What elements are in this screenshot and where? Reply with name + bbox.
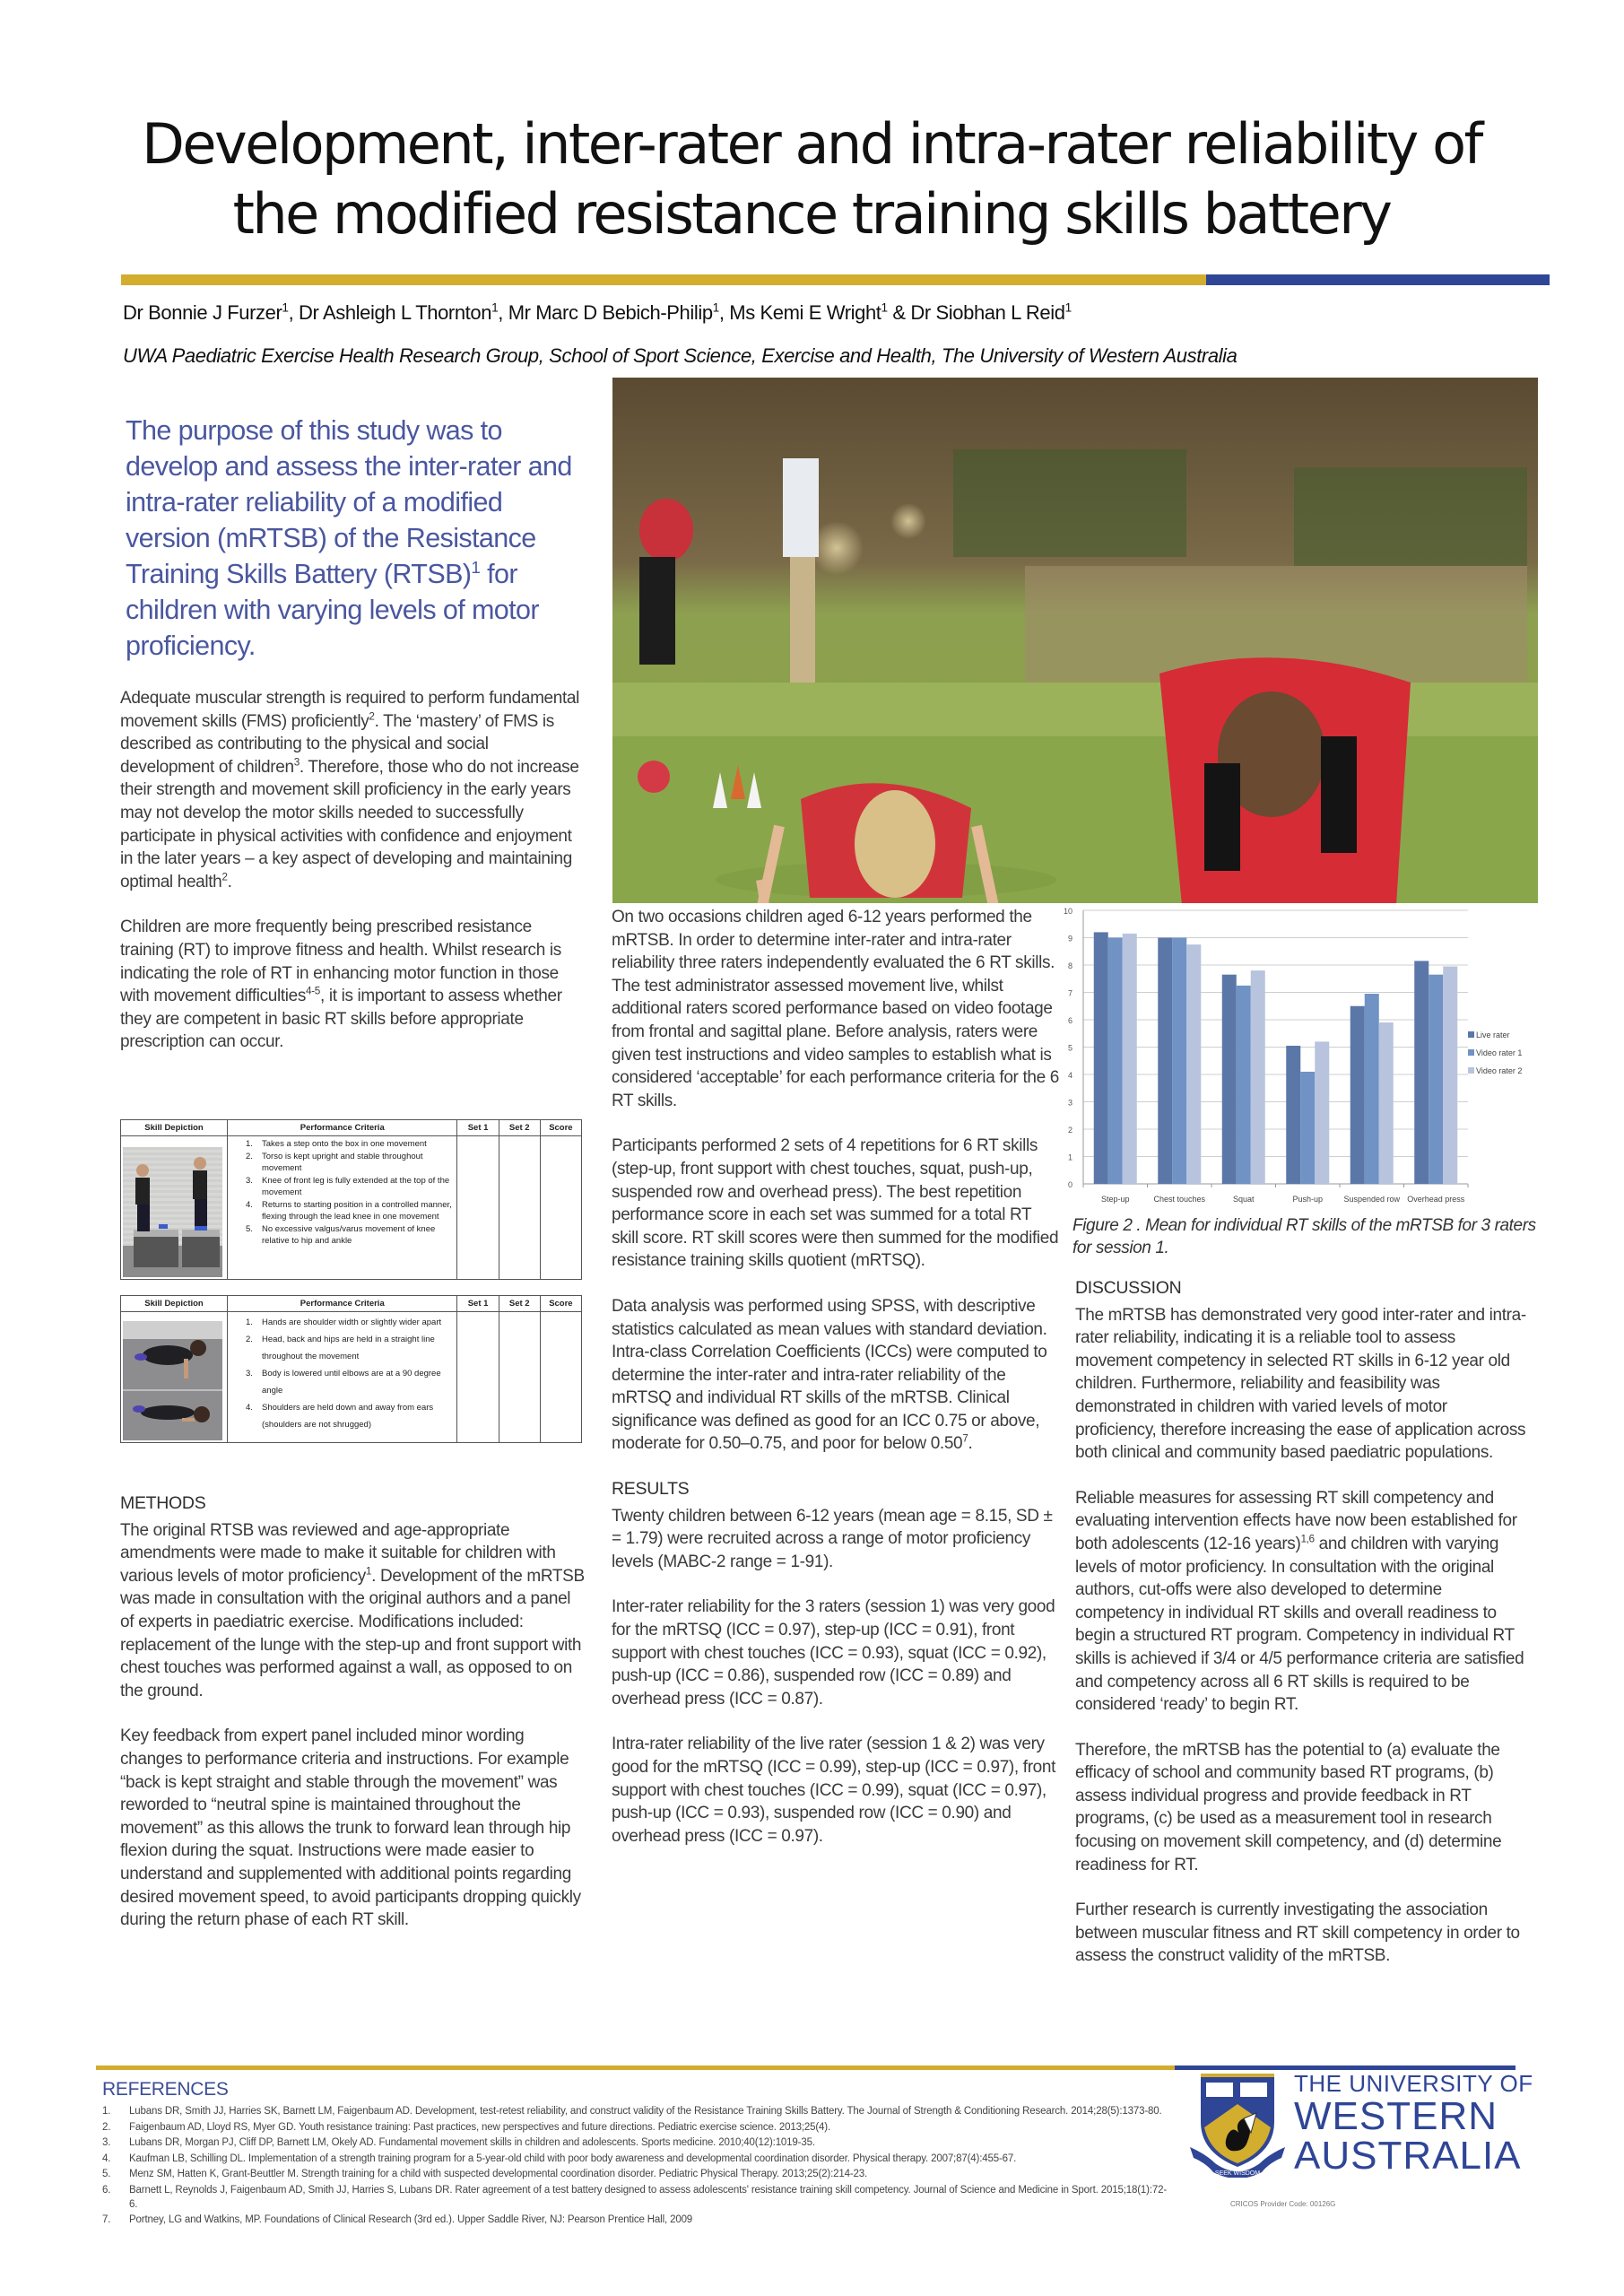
text: Children are more frequently being prescribed resistance training (RT) to improve fitness and health. Whilst research is indicating the role of RT in enhancing motor function in those with movement difficulties (120, 918, 561, 1006)
x-tick-label: Overhead press (1407, 1195, 1465, 1204)
citation-sup: 1 (471, 558, 481, 578)
y-tick-label: 1 (1067, 1152, 1073, 1162)
text: Data analysis was performed using SPSS, with descriptive statistics calculated as mean values with standard deviation. Intra-class Correlation Coefficients (ICCs) were computed to determine the inter-rater and intra-rater reliability of the mRTSQ and individual RT skills of the mRTSB. Clinical significance was defined as good for an ICC 0.75 or above, moderate for 0.50–0.75, and poor for below 0.50 (612, 1296, 1047, 1454)
criterion-number: 5. (246, 1223, 253, 1234)
bar-chart-figure-2 (1058, 897, 1560, 1213)
criterion-text: Knee of front leg is fully extended at the top of the movement (262, 1175, 450, 1197)
criterion (246, 1138, 455, 1151)
affiliation-sup: 1 (1064, 300, 1072, 315)
criterion-text: Head, back and hips are held in a straight line throughout the movement (262, 1335, 435, 1361)
y-tick-label: 5 (1067, 1043, 1073, 1053)
criterion-number: 4. (246, 1199, 253, 1210)
references-heading: REFERENCES (102, 2079, 229, 2100)
figure-caption (1073, 1214, 1557, 1259)
reference-text: Barnett L, Reynolds J, Faigenbaum AD, Smith JJ, Harries S, Lubans DR. Rater agreement of a test battery designed to assess adolescents' resistance training skill competency. Journal of Science and Medicine in Sport. 2015;18(1):72-6. (129, 2184, 1168, 2210)
y-tick-label: 7 (1067, 988, 1073, 998)
set2-cell (499, 1136, 540, 1280)
methods-paragraph-2: Key feedback from expert panel included minor wording changes to performance criteria and instructions. For example “back is kept straight and stable through the movement” was reworded to “neutral spine is maintained throughout the movement” as this allows the trunk to forward lean through hip flexion during the squat. Instructions were made easier to understand and supplemented with additional points regarding desired movement speed, to avoid participants dropping quickly during the return phase of each RT skill. (120, 1726, 581, 1930)
criterion-number: 4. (246, 1403, 253, 1413)
author-name: Ms Kemi E Wright (729, 301, 881, 324)
text: and children with varying levels of motor proficiency. In consultation with the original authors, cut-offs were also developed to determine competency in individual RT skills and overall readiness to begin a structured RT program. Competency in individual RT skills is achieved if 3/4 or 4/5 performance criteria are satisfied and competency across all 6 RT skills is required to be considered ‘ready’ to begin RT. (1075, 1534, 1524, 1715)
results-paragraph-3: Intra-rater reliability of the live rater (session 1 & 2) was very good for the mRTSQ (ICC = 0.99), step-up (ICC = 0.97), front support with chest touches (ICC = 0.99), squat (ICC = 0.97), push-up (ICC = 0.93), suspended row (ICC = 0.90) and overhead press (ICC = 0.97). (612, 1735, 1056, 1846)
criterion-number: 2. (246, 1335, 253, 1344)
criterion (246, 1151, 455, 1175)
bar-live-rater (1414, 961, 1429, 1184)
y-tick-label: 0 (1067, 1180, 1073, 1189)
affiliation-sup: 1 (491, 300, 499, 315)
citation-sup: 1,6 (1300, 1533, 1315, 1545)
criteria-cell (228, 1312, 457, 1443)
col-header: Set 1 (457, 1296, 499, 1312)
legend-label: Live rater (1476, 1031, 1510, 1039)
chart-svg (1058, 897, 1560, 1213)
title-line-2: the modified resistance training skills battery (232, 181, 1391, 247)
citation-sup: 3 (293, 756, 300, 769)
reference-text: Lubans DR, Smith JJ, Harries SK, Barnett LM, Faigenbaum AD. Development, test-retest reliability, and construct validity of the Resistance Training Skills Battery. The Journal of Strength & Conditioning Research. 2014;28(5):1373-80. (129, 2106, 1162, 2117)
legend-label: Video rater 2 (1476, 1066, 1523, 1075)
citation-sup: 4-5 (306, 985, 320, 997)
results-paragraph-2: Inter-rater reliability for the 3 raters (session 1) was very good for the mRTSQ (ICC = 0.97), step-up (ICC = 0.91), front support with chest touches (ICC = 0.93), squat (ICC = 0.92), push-up (ICC = 0.86), suspended row (ICC = 0.89) and overhead press (ICC = 0.87). (612, 1597, 1055, 1709)
reference-item (102, 2104, 1169, 2118)
uwa-crest-icon (1188, 2070, 1287, 2178)
reference-number: 5. (102, 2169, 111, 2179)
text: Adequate muscular strength is required to perform fundamental movement skills (FMS) proficiently (120, 689, 579, 731)
col-header: Score (540, 1296, 581, 1312)
header-divider-blue (1206, 274, 1550, 285)
author-name: Mr Marc D Bebich-Philip (508, 301, 713, 324)
bar-video-rater-1 (1237, 986, 1251, 1184)
purpose-text-end: for children with varying levels of motor proficiency. (126, 559, 539, 661)
reference-item (102, 2120, 1169, 2135)
text: Reliable measures for assessing RT skill competency and evaluating intervention effects have now been established for both adolescents (12-16 years) (1075, 1488, 1517, 1553)
push-up-photo (123, 1321, 222, 1440)
procedure-paragraph-2: Participants performed 2 sets of 4 repetitions for 6 RT skills (step-up, front support with chest touches, squat, push-up, suspended row and overhead press). The best repetition performance score in each set was summed for a total RT skill score. RT skill scores were then summed for the modified resistance training skills quotient (mRTSQ). (612, 1136, 1059, 1271)
criterion-text: Torso is kept upright and stable throughout movement (262, 1151, 423, 1173)
results-paragraph-1: Twenty children between 6-12 years (mean age = 8.15, SD ± = 1.79) were recruited across a range of motor proficiency levels (MABC-2 range = 1-91). (612, 1506, 1053, 1571)
bar-video-rater-1 (1300, 1072, 1315, 1184)
criteria-list (230, 1138, 455, 1248)
references-list (102, 2104, 1169, 2229)
text: , it is important to assess whether they are competent in basic RT skills before appropriate prescription can occur. (120, 987, 562, 1052)
uwa-wordmark (1294, 2070, 1533, 2176)
text: . The ‘mastery’ of FMS is described as contributing to the physical and social development of children (120, 711, 554, 777)
y-tick-label: 9 (1067, 934, 1073, 944)
col-header: Performance Criteria (228, 1120, 457, 1136)
col-header: Performance Criteria (228, 1296, 457, 1312)
reference-item (102, 2152, 1169, 2166)
score-cell (540, 1312, 581, 1443)
bar-live-rater (1094, 932, 1108, 1184)
header-divider-gold (121, 274, 1206, 285)
uwa-logo (1188, 2070, 1538, 2178)
text: . (227, 872, 232, 891)
criterion-number: 3. (246, 1175, 253, 1186)
citation-sup: 2 (221, 871, 228, 883)
author-separator: , (288, 301, 300, 324)
criteria-list (230, 1314, 455, 1433)
criterion-number: 2. (246, 1151, 253, 1161)
bar-video-rater-2 (1315, 1041, 1329, 1184)
affiliation-sup: 1 (712, 300, 719, 315)
criterion-text: Shoulders are held down and away from ears (shoulders are not shrugged) (262, 1403, 434, 1430)
criterion (246, 1199, 455, 1223)
x-tick-label: Squat (1232, 1195, 1255, 1204)
reference-text: Portney, LG and Watkins, MP. Foundations of Clinical Research (3rd ed.). Upper Saddle River, NJ: Pearson Prentice Hall, 2009 (129, 2214, 693, 2225)
criterion-number: 1. (246, 1318, 253, 1327)
discussion-heading: DISCUSSION (1075, 1278, 1182, 1298)
criterion-text: No excessive valgus/varus movement of knee relative to hip and ankle (262, 1223, 436, 1246)
skill-image-cell (121, 1136, 228, 1280)
motto: SEEK WISDOM (1214, 2170, 1261, 2177)
reference-item (102, 2167, 1169, 2181)
col-header: Set 1 (457, 1120, 499, 1136)
criterion-text: Returns to starting position in a controlled manner, flexing through the lead knee in one movement (262, 1199, 452, 1222)
bar-video-rater-2 (1123, 934, 1137, 1184)
col-header: Skill Depiction (121, 1296, 228, 1312)
reference-number: 7. (102, 2214, 111, 2225)
bar-live-rater (1158, 938, 1172, 1185)
table-header-row (121, 1120, 582, 1136)
col-header: Score (540, 1120, 581, 1136)
x-tick-label: Chest touches (1153, 1195, 1206, 1204)
results-heading: RESULTS (612, 1479, 690, 1500)
affiliation-sup: 1 (881, 300, 888, 315)
legend-label: Video rater 1 (1476, 1048, 1523, 1057)
bar-video-rater-2 (1379, 1022, 1394, 1184)
reference-item (102, 2135, 1169, 2150)
author-separator: , (498, 301, 508, 324)
procedure-section (612, 906, 1060, 1848)
y-tick-label: 10 (1063, 907, 1073, 916)
reference-item (102, 2183, 1169, 2212)
citation-sup: 1 (365, 1565, 372, 1578)
criteria-cell (228, 1136, 457, 1280)
criterion-text: Takes a step onto the box in one movement (262, 1139, 427, 1149)
reference-text: Kaufman LB, Schilling DL. Implementation of a strength training program for a 5-year-old child with poor body awareness and developmental coordination disorder. Physical therapy. 2007;87(4):455-67. (129, 2152, 1017, 2164)
bar-video-rater-2 (1186, 944, 1201, 1184)
discussion-section (1075, 1277, 1533, 1968)
criterion (246, 1314, 455, 1331)
footer-divider-gold (96, 2066, 1175, 2070)
procedure-paragraph-1: On two occasions children aged 6-12 years performed the mRTSB. In order to determine inter-rater and intra-rater reliability three raters independently evaluated the 6 RT skills. The test administrator assessed movement live, whilst additional raters scored performance based on video footage from frontal and sagittal plane. Before analysis, raters were given test instructions and video samples to establish what is considered ‘acceptable’ for each performance criteria for the 6 RT skills. (612, 908, 1059, 1110)
bar-video-rater-1 (1108, 938, 1123, 1185)
text: The original RTSB was reviewed and age-appropriate amendments were made to make it suitable for children with various levels of motor proficiency (120, 1520, 556, 1586)
criterion (246, 1365, 455, 1399)
reference-text: Menz SM, Hatten K, Grant-Beuttler M. Strength training for a child with suspected developmental coordination disorder. Pediatric Physical Therapy. 2013;25(2):214-23. (129, 2169, 868, 2179)
criterion (246, 1175, 455, 1199)
wordmark-line-3: AUSTRALIA (1294, 2134, 1522, 2178)
methods-paragraph-1 (120, 1519, 586, 1703)
text: . (968, 1434, 973, 1454)
step-up-photo (123, 1147, 222, 1277)
reference-number: 2. (102, 2121, 111, 2133)
hero-photo (612, 378, 1538, 903)
legend-swatch (1468, 1031, 1474, 1038)
criterion-number: 1. (246, 1139, 253, 1149)
author-name: Dr Ashleigh L Thornton (299, 301, 492, 324)
score-cell (540, 1136, 581, 1280)
purpose-text: The purpose of this study was to develop and assess the inter-rater and intra-rater reliability of a modified version (mRTSB) of the Resistance Training Skills Battery (RTSB) (126, 415, 572, 589)
reference-number: 1. (102, 2106, 111, 2117)
bar-video-rater-1 (1429, 975, 1443, 1184)
criterion-number: 3. (246, 1369, 253, 1378)
discussion-paragraph-4: Further research is currently investigating the association between muscular fitness and RT skill competency in order to assess the construct validity of the mRTSB. (1075, 1900, 1520, 1966)
col-header: Skill Depiction (121, 1120, 228, 1136)
procedure-paragraph-3 (612, 1295, 1060, 1456)
poster-title (72, 109, 1551, 249)
col-header: Set 2 (499, 1296, 540, 1312)
purpose-statement (126, 413, 574, 664)
set2-cell (499, 1312, 540, 1443)
bar-live-rater (1286, 1046, 1300, 1184)
y-tick-label: 8 (1067, 961, 1073, 970)
table-row (121, 1312, 582, 1443)
col-header: Set 2 (499, 1120, 540, 1136)
reference-item (102, 2213, 1169, 2227)
y-tick-label: 2 (1067, 1126, 1073, 1135)
bar-video-rater-1 (1365, 994, 1379, 1184)
author-separator: , (718, 301, 730, 324)
y-tick-label: 4 (1067, 1071, 1073, 1080)
x-tick-label: Push-up (1292, 1195, 1324, 1204)
discussion-paragraph-2 (1075, 1487, 1533, 1717)
methods-heading: METHODS (120, 1493, 206, 1513)
discussion-paragraph-3: Therefore, the mRTSB has the potential to (a) evaluate the efficacy of school and community based RT programs, (b) assess individual progress and provide feedback in RT programs, (c) be used as a measurement tool in research focusing on movement skill competency, and (d) determine readiness for RT. (1075, 1740, 1502, 1874)
y-tick-label: 3 (1067, 1098, 1073, 1108)
author-name: Dr Siobhan L Reid (910, 301, 1065, 324)
set1-cell (457, 1312, 499, 1443)
citation-sup: 7 (962, 1433, 968, 1446)
reference-number: 4. (102, 2152, 111, 2164)
bar-live-rater (1350, 1006, 1365, 1184)
skill-table-push-up (120, 1295, 582, 1443)
criterion (246, 1399, 455, 1433)
discussion-paragraph-1: The mRTSB has demonstrated very good inter-rater and intra-rater reliability, indicating it is a reliable tool to assess movement competency in selected RT skills in 6-12 year old children. Furthermore, reliability and feasibility was demonstrated in children with varied levels of motor proficiency, therefore increasing the ease of application across both clinical and community based paediatric populations. (1075, 1305, 1526, 1463)
reference-number: 6. (102, 2184, 111, 2196)
author-name: Dr Bonnie J Furzer (123, 301, 282, 324)
criterion-text: Hands are shoulder width or slightly wider apart (262, 1318, 442, 1327)
reference-text: Lubans DR, Morgan PJ, Cliff DP, Barnett LM, Okely AD. Fundamental movement skills in children and adolescents. Sports medicine. 2010;40(12):1019-35. (129, 2137, 815, 2148)
author-separator: & (887, 301, 911, 324)
bar-video-rater-2 (1251, 970, 1265, 1184)
reference-text: Faigenbaum AD, Lloyd RS, Myer GD. Youth resistance training: Past practices, new perspectives and future directions. Pediatric exercise science. 2013;25(4). (129, 2121, 831, 2133)
table-row (121, 1136, 582, 1280)
cricos-code: CRICOS Provider Code: 00126G (1230, 2200, 1336, 2208)
introduction (120, 687, 586, 1054)
text: . Therefore, those who do not increase their strength and movement skill proficiency in the early years may not develop the motor skills needed to successfully participate in physical activities with confidence and enjoyment in the later years – a key aspect of developing and maintaining optimal health (120, 757, 579, 891)
reference-number: 3. (102, 2137, 111, 2148)
legend-swatch (1468, 1067, 1474, 1074)
x-tick-label: Suspended row (1343, 1195, 1401, 1204)
skill-table-step-up (120, 1119, 582, 1280)
criterion (246, 1223, 455, 1248)
skill-image-cell (121, 1312, 228, 1443)
title-line-1: Development, inter-rater and intra-rater reliability of (142, 111, 1481, 177)
bar-video-rater-2 (1443, 967, 1457, 1184)
legend-swatch (1468, 1049, 1474, 1056)
text: . Development of the mRTSB was made in consultation with the original authors and a panel of experts in paediatric exercise. Modifications included: replacement of the lunge with the step-up and front support with chest touches was performed against a wall, as opposed to on the ground. (120, 1566, 585, 1700)
criterion-text: Body is lowered until elbows are at a 90 degree angle (262, 1369, 441, 1396)
affiliation-sup: 1 (282, 300, 289, 315)
wordmark-line-2: WESTERN (1294, 2094, 1498, 2138)
set1-cell (457, 1136, 499, 1280)
author-list (123, 301, 1072, 325)
methods-section (120, 1492, 586, 1932)
x-tick-label: Step-up (1100, 1195, 1130, 1204)
figure-caption-text: . Mean for individual RT skills of the mRTSB for 3 raters for session 1. (1073, 1216, 1536, 1257)
figure-label: Figure 2 (1073, 1216, 1133, 1235)
bar-live-rater (1222, 975, 1237, 1184)
wordmark-line-1: THE UNIVERSITY OF (1294, 2070, 1533, 2097)
intro-paragraph-2 (120, 916, 586, 1054)
table-header-row (121, 1296, 582, 1312)
citation-sup: 2 (369, 710, 375, 723)
criterion (246, 1331, 455, 1365)
y-tick-label: 6 (1067, 1016, 1073, 1025)
affiliation: UWA Paediatric Exercise Health Research Group, School of Sport Science, Exercise and Health, The University of Western Australia (123, 344, 1238, 367)
bar-video-rater-1 (1172, 938, 1186, 1185)
intro-paragraph-1 (120, 687, 586, 893)
